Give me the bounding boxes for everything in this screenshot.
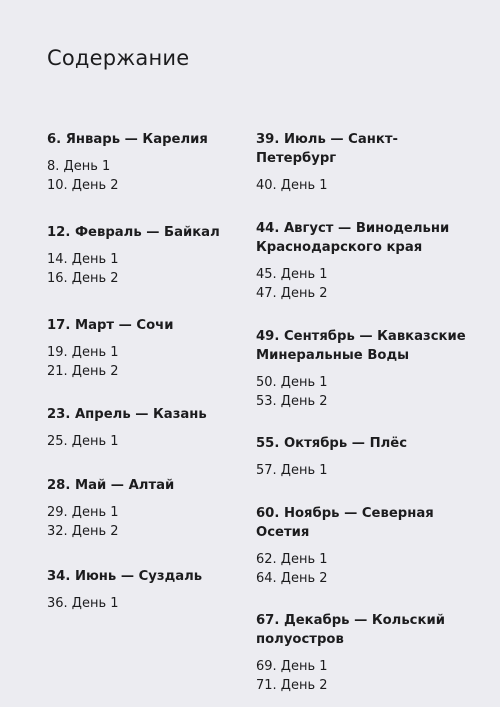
toc-right-column <box>256 130 466 695</box>
toc-entry[interactable]: 8. День 1 <box>47 159 111 174</box>
toc-entry[interactable]: 53. День 2 <box>256 394 328 409</box>
toc-section-october <box>256 434 466 480</box>
toc-entry[interactable]: 47. День 2 <box>256 286 328 301</box>
toc-entry[interactable]: 40. День 1 <box>256 178 328 193</box>
toc-section-september <box>256 327 466 411</box>
toc-heading-september[interactable]: 49. Сентябрь — Кавказские Минеральные Воды <box>256 329 466 363</box>
toc-heading-october[interactable]: 55. Октябрь — Плёс <box>256 436 408 451</box>
toc-entry[interactable]: 62. День 1 <box>256 552 328 567</box>
toc-section-august <box>256 219 466 303</box>
toc-heading-december[interactable]: 67. Декабрь — Кольский полуостров <box>256 613 445 647</box>
toc-heading-february[interactable]: 12. Февраль — Байкал <box>47 225 220 240</box>
toc-left-column <box>47 130 242 613</box>
toc-section-december <box>256 611 466 695</box>
toc-entry[interactable]: 36. День 1 <box>47 596 119 611</box>
toc-entry[interactable]: 69. День 1 <box>256 659 328 674</box>
toc-heading-january[interactable]: 6. Январь — Карелия <box>47 132 208 147</box>
toc-section-january <box>47 130 242 195</box>
toc-section-may <box>47 476 242 541</box>
toc-section-july <box>256 130 466 195</box>
toc-section-march <box>47 316 242 381</box>
toc-entry[interactable]: 29. День 1 <box>47 505 119 520</box>
toc-heading-august[interactable]: 44. Август — Винодельни Краснодарского края <box>256 221 450 255</box>
toc-entry[interactable]: 14. День 1 <box>47 252 119 267</box>
page-title: Содержание <box>47 46 190 70</box>
toc-entry[interactable]: 57. День 1 <box>256 463 328 478</box>
toc-entry[interactable]: 21. День 2 <box>47 364 119 379</box>
toc-section-june <box>47 567 242 613</box>
toc-section-february <box>47 223 242 288</box>
toc-heading-june[interactable]: 34. Июнь — Суздаль <box>47 569 203 584</box>
toc-section-november <box>256 504 466 588</box>
toc-entry[interactable]: 16. День 2 <box>47 271 119 286</box>
toc-entry[interactable]: 10. День 2 <box>47 178 119 193</box>
toc-entry[interactable]: 19. День 1 <box>47 345 119 360</box>
toc-heading-november[interactable]: 60. Ноябрь — Северная Осетия <box>256 506 434 540</box>
toc-heading-july[interactable]: 39. Июль — Санкт-Петербург <box>256 132 398 166</box>
toc-entry[interactable]: 71. День 2 <box>256 678 328 693</box>
toc-entry[interactable]: 50. День 1 <box>256 375 328 390</box>
toc-heading-may[interactable]: 28. Май — Алтай <box>47 478 175 493</box>
toc-entry[interactable]: 25. День 1 <box>47 434 119 449</box>
toc-section-april <box>47 405 242 451</box>
toc-entry[interactable]: 64. День 2 <box>256 571 328 586</box>
toc-heading-march[interactable]: 17. Март — Сочи <box>47 318 174 333</box>
toc-entry[interactable]: 32. День 2 <box>47 524 119 539</box>
toc-entry[interactable]: 45. День 1 <box>256 267 328 282</box>
toc-heading-april[interactable]: 23. Апрель — Казань <box>47 407 207 422</box>
